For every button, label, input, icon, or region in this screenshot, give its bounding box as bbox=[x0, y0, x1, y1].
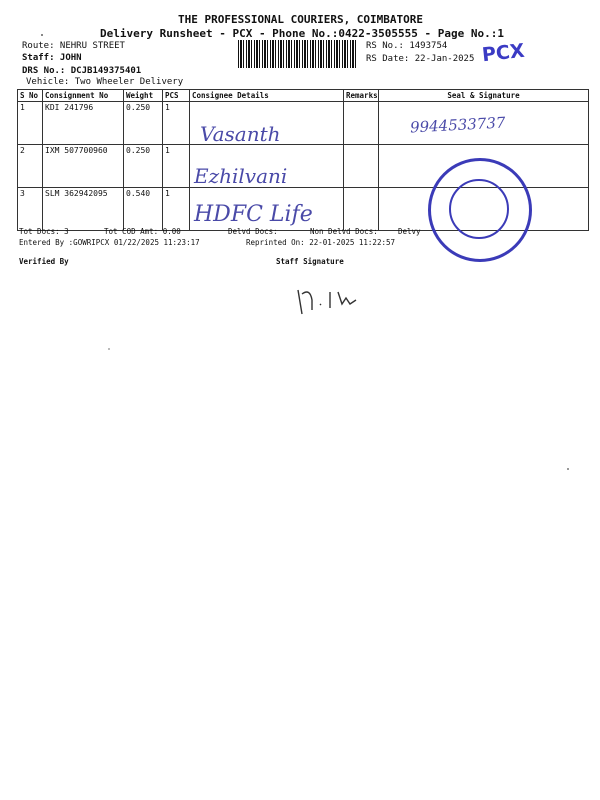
staff-signature-label: Staff Signature bbox=[276, 257, 344, 266]
row-consignment: IXM 507700960 bbox=[43, 145, 124, 188]
company-seal-stamp bbox=[428, 158, 532, 262]
company-name: THE PROFESSIONAL COURIERS, COIMBATORE bbox=[178, 13, 424, 26]
pcx-logo: PCX bbox=[480, 39, 526, 67]
runsheet-title: Delivery Runsheet - PCX - Phone No.:0422-3505555 - Page No.:1 bbox=[100, 27, 504, 40]
delvy: Delvy bbox=[398, 227, 421, 236]
row-sno: 1 bbox=[18, 102, 43, 145]
reprinted-on: Reprinted On: 22-01-2025 11:22:57 bbox=[246, 238, 396, 247]
consignee-handwriting-3: HDFC Life bbox=[194, 202, 313, 227]
consignee-handwriting-1: Vasanth bbox=[200, 122, 281, 146]
stamp-inner-ring bbox=[449, 179, 509, 239]
col-remarks: Remarks bbox=[344, 90, 379, 102]
col-consignment: Consignment No bbox=[43, 90, 124, 102]
seal-handwriting-1: 9944533737 bbox=[409, 113, 506, 137]
row-pcs: 1 bbox=[163, 102, 190, 145]
row-pcs: 1 bbox=[163, 145, 190, 188]
col-consignee: Consignee Details bbox=[190, 90, 344, 102]
tot-cod-amt: Tot COD Amt: 0.00 bbox=[104, 227, 181, 236]
col-sno: S No bbox=[18, 90, 43, 102]
rs-date: RS Date: 22-Jan-2025 bbox=[366, 54, 475, 64]
row-pcs: 1 bbox=[163, 188, 190, 231]
consignee-handwriting-2: Ezhilvani bbox=[194, 164, 288, 188]
table-header-row bbox=[18, 90, 589, 102]
row-weight: 0.250 bbox=[124, 102, 163, 145]
speck bbox=[41, 34, 43, 36]
delvd-docs: Delvd Docs: bbox=[228, 227, 278, 236]
speck bbox=[567, 468, 569, 470]
route: Route: NEHRU STREET bbox=[22, 41, 125, 51]
row-sno: 3 bbox=[18, 188, 43, 231]
staff-signature-scribble bbox=[290, 280, 370, 320]
row-weight: 0.250 bbox=[124, 145, 163, 188]
rs-number: RS No.: 1493754 bbox=[366, 41, 448, 51]
barcode bbox=[238, 40, 356, 68]
col-pcs: PCS bbox=[163, 90, 190, 102]
speck bbox=[108, 348, 110, 350]
col-seal: Seal & Signature bbox=[379, 90, 589, 102]
vehicle: Vehicle: Two Wheeler Delivery bbox=[26, 77, 184, 87]
non-delvd-docs: Non Delvd Docs: bbox=[310, 227, 378, 236]
row-weight: 0.540 bbox=[124, 188, 163, 231]
staff: Staff: JOHN bbox=[22, 53, 82, 63]
entered-by: Entered By :GOWRIPCX 01/22/2025 11:23:17 bbox=[19, 238, 200, 247]
drs-number: DRS No.: DCJB149375401 bbox=[22, 66, 142, 76]
row-sno: 2 bbox=[18, 145, 43, 188]
col-weight: Weight bbox=[124, 90, 163, 102]
tot-docs: Tot Docs: 3 bbox=[19, 227, 69, 236]
row-consignment: KDI 241796 bbox=[43, 102, 124, 145]
row-consignment: SLM 362942095 bbox=[43, 188, 124, 231]
verified-by: Verified By bbox=[19, 257, 69, 266]
